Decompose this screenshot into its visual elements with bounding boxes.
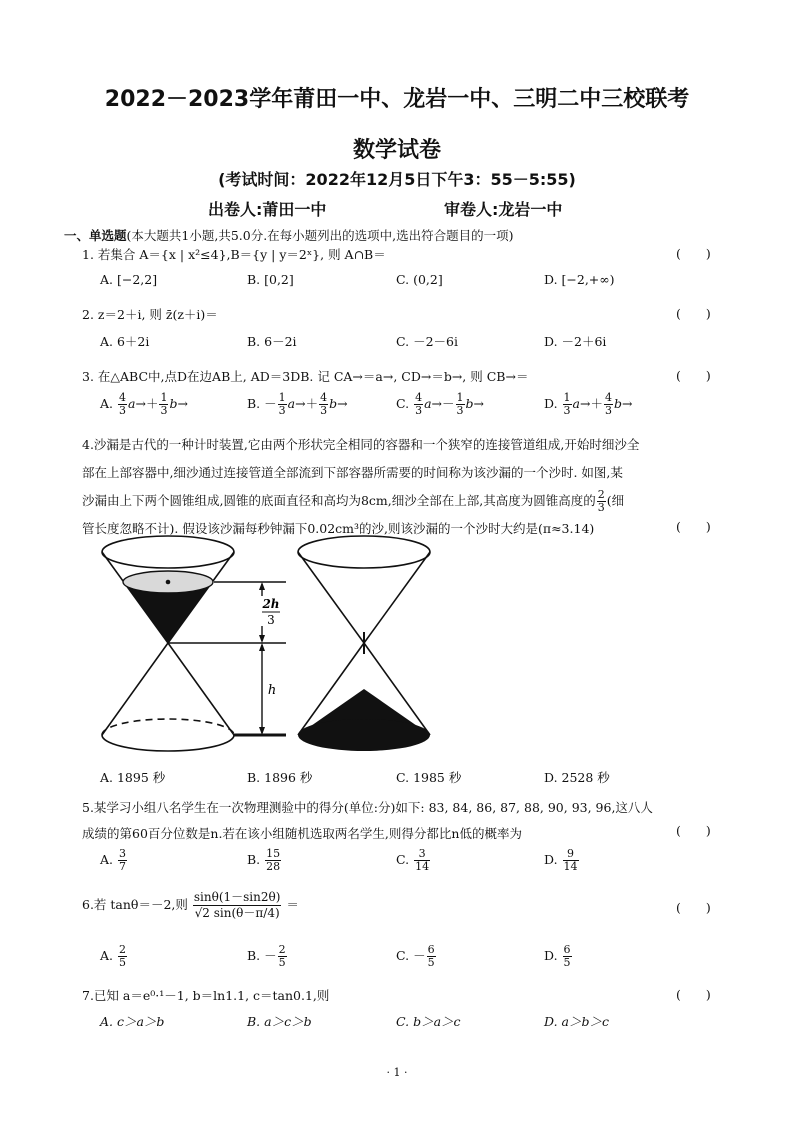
exam-title: 2022－2023学年莆田一中、龙岩一中、三明二中三校联考 — [104, 87, 690, 112]
label-h: h — [267, 683, 277, 698]
q4-option-a: A. 1895 秒 — [100, 770, 166, 785]
question-2 — [82, 304, 722, 326]
q4-line-2: 部在上部容器中,细沙通过连接管道全部流到下部容器所需要的时间称为该沙漏的一个沙时. 如图,某 — [82, 465, 623, 480]
q2-option-b: B. 6－2i — [247, 334, 297, 349]
q7-option-d: D. a＞b＞c — [544, 1014, 609, 1029]
left-bottom-rim-back — [102, 719, 234, 735]
hourglass-figure — [96, 528, 442, 758]
q4-line-4: 管长度忽略不计). 假设该沙漏每秒钟漏下0.02cm³的沙,则该沙漏的一个沙时大约是(π≈3.14) — [82, 521, 595, 536]
left-center-dot — [166, 580, 171, 585]
q3-option-d: D. $\frac{1}{3}$ a→＋ $\frac{4}{3}$ b→ — [544, 391, 633, 417]
section-title: 一、单选题 — [64, 228, 127, 243]
q6-expression: $\frac{\sin\theta(1-\sin 2\theta)}{√2 \sin(\theta-\pi/4)}$ — [193, 890, 281, 920]
subject-title: 数学试卷 — [352, 138, 441, 163]
q3-option-a: A. $\frac{4}{3}$ a→＋ $\frac{1}{3}$ b→ — [100, 391, 188, 417]
q1-option-c: C. (0,2] — [396, 272, 443, 287]
q1-number: 1. — [82, 247, 94, 262]
q7-option-c: C. b＞a＞c — [396, 1014, 461, 1029]
right-top-rim — [298, 536, 430, 568]
q1-option-d: D. [−2,+∞) — [544, 272, 615, 287]
q6-answer-bracket: ( ) — [676, 900, 711, 915]
q5-option-a: A. $\frac{3}{7}$ — [100, 847, 126, 873]
question-5 — [82, 795, 722, 847]
q6-post: ＝ — [286, 897, 299, 912]
q4-answer-bracket: ( ) — [676, 519, 711, 534]
q3-answer-bracket: ( ) — [676, 368, 711, 383]
label-2h-numerator: 2h — [262, 597, 280, 611]
q4-option-d: D. 2528 秒 — [544, 770, 610, 785]
right-bottom-base — [298, 719, 430, 751]
question-3 — [82, 366, 722, 388]
q2-number: 2. — [82, 307, 94, 322]
q6-pre: 6.若 tanθ＝－2,则 — [82, 897, 188, 912]
q2-option-c: C. －2－6i — [396, 334, 458, 349]
q2-stem: z＝2＋i, 则 z̄(z＋i)＝ — [97, 307, 218, 322]
exam-time: (考试时间：2022年12月5日下午3：55－5:55) — [218, 170, 576, 189]
left-bottom-rim-front — [102, 735, 234, 751]
q5-option-b: B. $\frac{15}{28}$ — [247, 847, 281, 873]
q5-option-d: D. $\frac{9}{14}$ — [544, 847, 578, 873]
q3-option-b: B. － $\frac{1}{3}$ a→＋ $\frac{4}{3}$ b→ — [247, 391, 348, 417]
q1-stem: 若集合 A＝{x | x²≤4},B＝{y | y＝2ˣ}, 则 A∩B＝ — [97, 247, 386, 262]
q3-option-c: C. $\frac{4}{3}$ a→－ $\frac{1}{3}$ b→ — [396, 391, 485, 417]
q4-option-c: C. 1985 秒 — [396, 770, 462, 785]
q1-option-b: B. [0,2] — [247, 272, 294, 287]
q4-line-3: 沙漏由上下两个圆锥组成,圆锥的底面直径和高均为8cm,细沙全部在上部,其高度为圆锥高度的 $\frac{2}{3}$ (细 — [82, 488, 625, 514]
q7-stem: 7.已知 a＝e⁰·¹－1, b＝ln1.1, c＝tan0.1,则 — [82, 988, 330, 1003]
section-note: (本大题共1小题,共5.0分.在每小题列出的选项中,选出符合题目的一项) — [126, 228, 514, 243]
q6-option-c: C. － $\frac{6}{5}$ — [396, 943, 435, 969]
section-heading — [64, 226, 514, 244]
q3-stem: 在△ABC中,点D在边AB上, AD＝3DB. 记 CA→＝a→, CD→＝b→, 则 CB→＝ — [97, 369, 529, 384]
question-6 — [82, 890, 722, 921]
q5-option-c: C. $\frac{3}{14}$ — [396, 847, 430, 873]
q4-option-b: B. 1896 秒 — [247, 770, 313, 785]
reviewer: 审卷人:龙岩一中 — [444, 200, 563, 219]
q5-line-1: 5.某学习小组八名学生在一次物理测验中的得分(单位:分)如下: 83, 84, 86, 87, 88, 90, 93, 96,这八人 — [82, 800, 653, 815]
q6-option-a: A. $\frac{2}{5}$ — [100, 943, 126, 969]
left-top-rim — [102, 536, 234, 568]
q7-answer-bracket: ( ) — [676, 987, 711, 1002]
q1-answer-bracket: ( ) — [676, 246, 711, 261]
q7-option-a: A. c＞a＞b — [100, 1014, 165, 1029]
q1-option-a: A. [−2,2] — [100, 272, 158, 287]
q6-option-b: B. － $\frac{2}{5}$ — [247, 943, 286, 969]
question-7 — [82, 985, 722, 1007]
question-4 — [82, 431, 722, 543]
page-number: · 1 · — [386, 1066, 408, 1079]
q7-option-b: B. a＞c＞b — [247, 1014, 312, 1029]
q2-option-a: A. 6＋2i — [100, 334, 150, 349]
q6-option-d: D. $\frac{6}{5}$ — [544, 943, 571, 969]
q5-line-2: 成绩的第60百分位数是n.若在该小组随机选取两名学生,则得分都比n低的概率为 — [82, 826, 522, 841]
q2-option-d: D. －2＋6i — [544, 334, 607, 349]
q4-line-1: 4.沙漏是古代的一种计时装置,它由两个形状完全相同的容器和一个狭窄的连接管道组成,开始时细沙全 — [82, 437, 640, 452]
q2-answer-bracket: ( ) — [676, 306, 711, 321]
q3-number: 3. — [82, 369, 94, 384]
q5-answer-bracket: ( ) — [676, 823, 711, 838]
label-2h-denominator: 3 — [267, 613, 275, 627]
question-1 — [82, 244, 722, 266]
setter: 出卷人:莆田一中 — [208, 200, 327, 219]
